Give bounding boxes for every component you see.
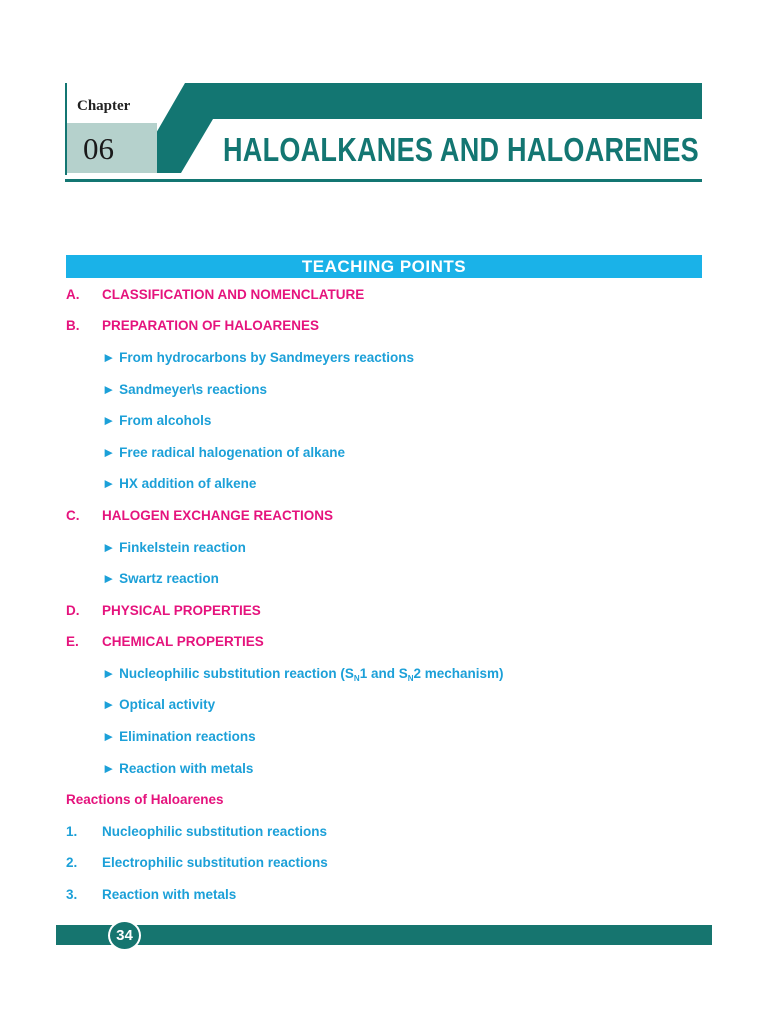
section-c-title: HALOGEN EXCHANGE REACTIONS	[102, 508, 334, 523]
footer-bar	[56, 925, 712, 945]
bullet-arrow-icon: ►	[102, 382, 116, 397]
list-item-sn-mechanism: ► Nucleophilic substitution reaction ($S_N1$ and $S_N2$ mechanism)	[102, 666, 504, 683]
list-item: ► Free radical halogenation of alkane	[102, 445, 345, 460]
list-item: ► Optical activity	[102, 697, 216, 712]
list-item: ► Finkelstein reaction	[102, 540, 246, 555]
bullet-arrow-icon: ►	[102, 476, 116, 491]
bullet-arrow-icon: ►	[102, 761, 116, 776]
section-a-marker: A.	[66, 287, 80, 302]
haloarene-marker: 1.	[66, 824, 78, 839]
bullet-arrow-icon: ►	[102, 666, 116, 681]
list-item: ► HX addition of alkene	[102, 476, 257, 491]
bullet-arrow-icon: ►	[102, 413, 116, 428]
haloarene-item: Reaction with metals	[102, 887, 237, 902]
chapter-number: 06	[83, 131, 114, 166]
bullet-arrow-icon: ►	[102, 571, 116, 586]
bullet-arrow-icon: ►	[102, 729, 116, 744]
bullet-arrow-icon: ►	[102, 540, 116, 555]
list-item: ► Sandmeyer\s reactions	[102, 382, 267, 397]
section-a-title: CLASSIFICATION AND NOMENCLATURE	[102, 287, 365, 302]
page-number: 34	[108, 920, 141, 951]
section-d-title: PHYSICAL PROPERTIES	[102, 603, 261, 618]
list-item: ► Swartz reaction	[102, 571, 219, 586]
list-item: ► Elimination reactions	[102, 729, 256, 744]
teaching-points-heading: TEACHING POINTS	[66, 255, 702, 278]
section-e-marker: E.	[66, 634, 79, 649]
chapter-title: HALOALKANES AND HALOARENES	[223, 131, 699, 168]
section-e-title: CHEMICAL PROPERTIES	[102, 634, 264, 649]
haloarene-marker: 2.	[66, 855, 78, 870]
section-b-marker: B.	[66, 318, 80, 333]
haloarene-item: Nucleophilic substitution reactions	[102, 824, 328, 839]
bullet-arrow-icon: ►	[102, 350, 116, 365]
haloarene-item: Electrophilic substitution reactions	[102, 855, 328, 870]
list-item: ► From alcohols	[102, 413, 212, 428]
section-b-title: PREPARATION OF HALOARENES	[102, 318, 320, 333]
list-item: ► From hydrocarbons by Sandmeyers reactions	[102, 350, 414, 365]
chapter-label: Chapter	[77, 98, 131, 114]
haloarenes-heading: Reactions of Haloarenes	[66, 792, 224, 807]
section-d-marker: D.	[66, 603, 80, 618]
bullet-arrow-icon: ►	[102, 697, 116, 712]
bullet-arrow-icon: ►	[102, 445, 116, 460]
list-item: ► Reaction with metals	[102, 761, 254, 776]
section-c-marker: C.	[66, 508, 80, 523]
haloarene-marker: 3.	[66, 887, 78, 902]
